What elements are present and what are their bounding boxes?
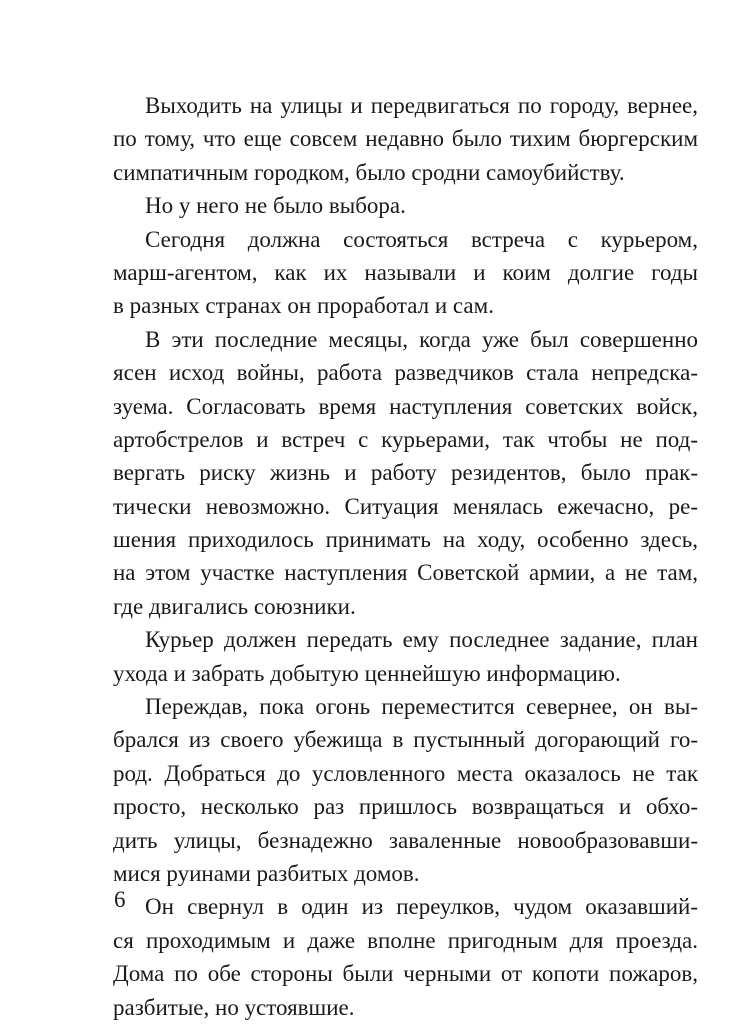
text-line: на этом участке наступления Советской армии, а не там, bbox=[113, 560, 698, 586]
text-line: в разных странах он проработал и сам. bbox=[113, 293, 494, 319]
text-line: ся проходимым и даже вполне пригодным для проезда. bbox=[113, 927, 698, 953]
text-line: мися руинами разбитых домов. bbox=[113, 860, 420, 886]
text-line: артобстрелов и встреч с курьерами, так чтобы не под- bbox=[113, 426, 698, 452]
text-line: Дома по обе стороны были черными от копоти пожаров, bbox=[113, 961, 698, 987]
paragraph bbox=[113, 690, 698, 890]
text-line: брался из своего убежища в пустынный догорающий го- bbox=[113, 727, 698, 753]
page-number: 6 bbox=[114, 887, 126, 912]
text-line: Переждав, пока огонь переместится севернее, он вы- bbox=[145, 694, 698, 720]
text-line: тически невозможно. Ситуация менялась ежечасно, ре- bbox=[113, 493, 698, 519]
paragraph bbox=[113, 890, 698, 1024]
text-line: ухода и забрать добытую ценнейшую информацию. bbox=[113, 660, 621, 686]
paragraph bbox=[113, 189, 698, 222]
paragraph bbox=[113, 89, 698, 189]
text-line: разбитые, но устоявшие. bbox=[113, 994, 355, 1020]
text-line: дить улицы, безнадежно заваленные новообразовавши- bbox=[113, 827, 698, 853]
text-line: ясен исход войны, работа разведчиков стала непредска- bbox=[113, 360, 698, 386]
paragraph bbox=[113, 223, 698, 323]
paragraph bbox=[113, 623, 698, 690]
text-line: шения приходилось принимать на ходу, особенно здесь, bbox=[113, 527, 698, 553]
text-line: В эти последние месяцы, когда уже был совершенно bbox=[145, 326, 698, 352]
text-line: марш-агентом, как их называли и коим долгие годы bbox=[113, 259, 698, 285]
paragraph bbox=[113, 323, 698, 624]
text-line: Выходить на улицы и передвигаться по городу, вернее, bbox=[145, 93, 698, 118]
text-line: зуема. Согласовать время наступления советских войск, bbox=[113, 393, 698, 419]
text-line: Сегодня должна состояться встреча с курьером, bbox=[145, 226, 698, 252]
text-line: вергать риску жизнь и работу резидентов, было прак- bbox=[113, 460, 698, 486]
text-line: Курьер должен передать ему последнее задание, план bbox=[145, 627, 698, 653]
text-line: Но у него не было выбора. bbox=[145, 193, 406, 219]
text-line: симпатичным городком, было сродни самоубийству. bbox=[113, 159, 625, 185]
text-line: Он свернул в один из переулков, чудом оказавший- bbox=[145, 894, 698, 920]
text-line: где двигались союзники. bbox=[113, 593, 356, 619]
text-line: род. Добраться до условленного места оказалось не так bbox=[113, 760, 698, 786]
text-line: просто, несколько раз пришлось возвращаться и обхо- bbox=[113, 794, 698, 820]
text-line: по тому, что еще совсем недавно было тихим бюргерским bbox=[113, 126, 698, 152]
body-text bbox=[113, 89, 698, 1024]
